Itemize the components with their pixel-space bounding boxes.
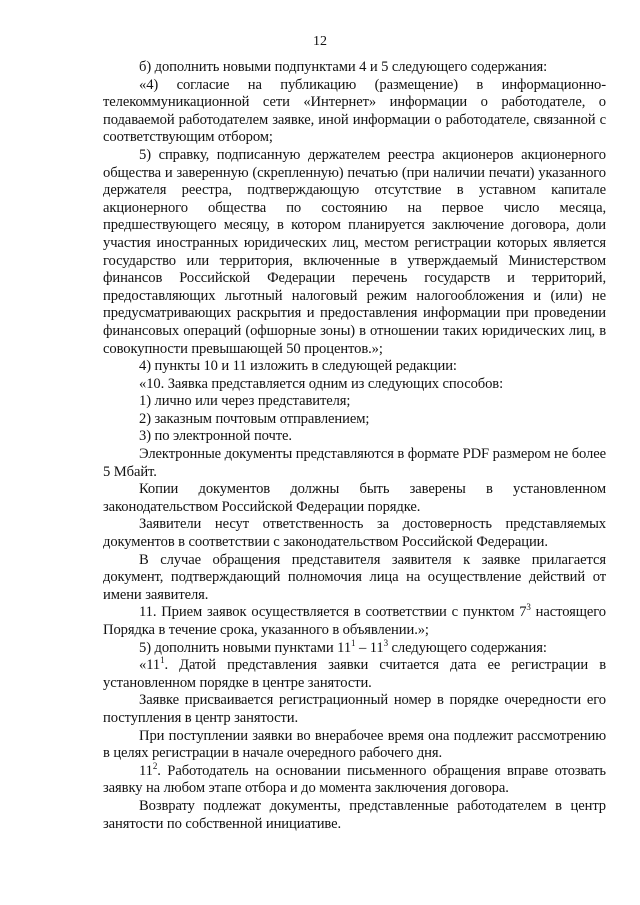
paragraph-subitem-4: «4) согласие на публикацию (размещение) в информационно-телекоммуникационной сети «Интернет» информации о работодателе, о подаваемой работодателем заявке, иной информации о работодателе, связанной с соответствующим отбором; bbox=[103, 76, 606, 146]
paragraph-amendment-5 bbox=[103, 637, 606, 658]
paragraph-electronic-docs: Электронные документы представляются в формате PDF размером не более 5 Мбайт. bbox=[103, 446, 606, 480]
item-11-2-text-end: . Работодатель на основании письменного обращения вправе отозвать заявку на любом этапе отбора и до момента заключения договора. bbox=[103, 762, 606, 797]
item-11-2-superscript: 2 bbox=[152, 760, 158, 771]
paragraph-method-2: 2) заказным почтовым отправлением; bbox=[139, 410, 370, 427]
amendment-5-text-mid: – 11 bbox=[355, 639, 384, 656]
paragraph-responsibility: Заявители несут ответственность за достоверность представляемых документов в соответствии с законодательством Российской Федерации. bbox=[103, 516, 606, 551]
paragraph-amendment-b: б) дополнить новыми подпунктами 4 и 5 следующего содержания: bbox=[139, 59, 548, 75]
document-body bbox=[103, 59, 606, 833]
amendment-5-superscript-2: 3 bbox=[383, 637, 388, 648]
item-11-superscript: 3 bbox=[526, 602, 531, 613]
paragraph-amendment-4: 4) пункты 10 и 11 изложить в следующей редакции: bbox=[139, 358, 457, 375]
paragraph-item-11-2 bbox=[103, 760, 606, 798]
paragraph-representative: В случае обращения представителя заявителя к заявке прилагается документ, подтверждающий полномочия лица на осуществление действий от имени заявителя. bbox=[103, 551, 606, 603]
amendment-5-text-start: 5) дополнить новыми пунктами 11 bbox=[139, 639, 352, 656]
paragraph-method-3: 3) по электронной почте. bbox=[139, 428, 292, 445]
page-number: 12 bbox=[313, 34, 327, 49]
item-11-1-superscript: 1 bbox=[160, 655, 165, 666]
paragraph-item-11-1 bbox=[103, 657, 606, 692]
paragraph-registration-number: Заявке присваивается регистрационный номер в порядке очередности его поступления в центр занятости. bbox=[103, 692, 606, 726]
paragraph-document-return: Возврату подлежат документы, представленные работодателем в центр занятости по собственной инициативе. bbox=[103, 797, 606, 832]
amendment-5-superscript-1: 1 bbox=[351, 637, 356, 648]
paragraph-item-10: «10. Заявка представляется одним из следующих способов: bbox=[139, 375, 504, 392]
paragraph-item-11 bbox=[103, 604, 606, 639]
item-11-1-text-end: . Датой представления заявки считается дата ее регистрации в установленном порядке в центре занятости. bbox=[103, 657, 606, 691]
item-11-text-start: 11. Прием заявок осуществляется в соответствии с пунктом 7 bbox=[139, 604, 527, 621]
paragraph-method-1: 1) лично или через представителя; bbox=[139, 393, 351, 410]
amendment-5-text-end: следующего содержания: bbox=[387, 639, 547, 656]
item-11-2-text-start: 11 bbox=[139, 762, 153, 779]
item-11-text-end: настоящего Порядка в течение срока, указанного в объявлении.»; bbox=[103, 604, 606, 638]
item-11-1-text-start: «11 bbox=[139, 657, 161, 674]
paragraph-subitem-5: 5) справку, подписанную держателем реестра акционеров акционерного общества и заверенную (скрепленную) печатью (при наличии печати) указанного держателя реестра, подтверждающую отсутствие в уставном капитале акционерного общества по состоянию на первое число месяца, предшествующего месяцу, в котором планируется заключение договора, доли участия иностранных юридических лиц, местом регистрации которых является государство или территория, включенные в утверждаемый Министерством финансов Российской Федерации перечень государств и территорий, предоставляющих льготный налоговый режим налогообложения и (или) не предусматривающих раскрытия и предоставления информации при проведении финансовых операций (офшорные зоны) в отношении таких юридических лиц, в совокупности превышающей 50 процентов.»; bbox=[103, 146, 606, 357]
paragraph-copies: Копии документов должны быть заверены в установленном законодательством Российской Федерации порядке. bbox=[103, 481, 606, 515]
paragraph-after-hours: При поступлении заявки во внерабочее время она подлежит рассмотрению в целях регистрации в начале очередного рабочего дня. bbox=[103, 727, 606, 762]
